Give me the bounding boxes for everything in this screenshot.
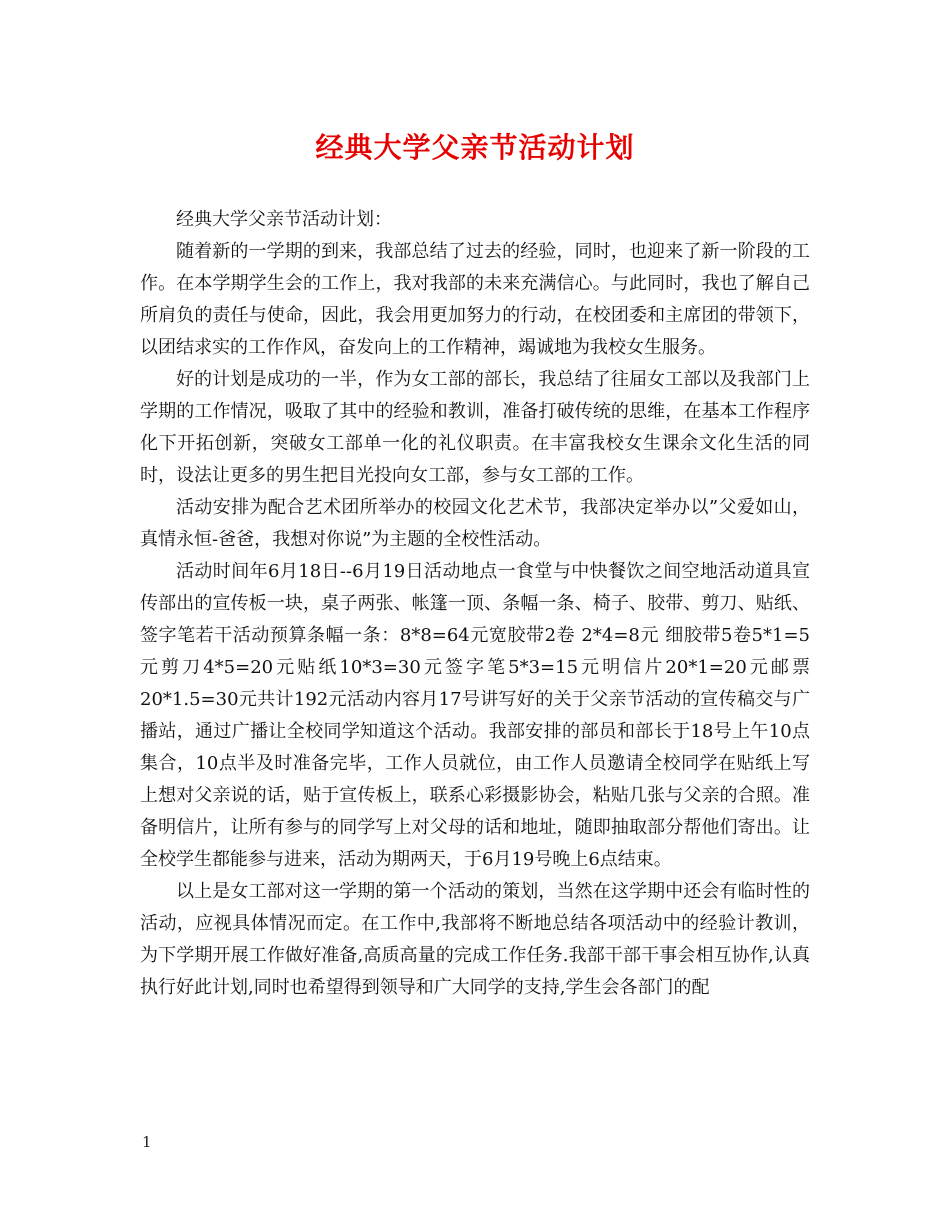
body-paragraph-activity-details: 活动时间年6月18日--6月19日活动地点一食堂与中快餐饮之间空地活动道具宣传部出的宣传板一块，桌子两张、帐篷一顶、条幅一条、椅子、胶带、剪刀、贴纸、签字笔若干活动预算条幅一条：8*8=64元宽胶带2卷 2*4=8元 细胶带5卷5*1=5元剪刀4*5=20元贴纸10*3=30元签字笔5*3=15元明信片20*1=20元邮票20*1.5=30元共计192元活动内容月17号讲写好的关于父亲节活动的宣传稿交与广播站，通过广播让全校同学知道这个活动。我部安排的部员和部长于18号上午10点集合，10点半及时准备完毕，工作人员就位，由工作人员邀请全校同学在贴纸上写上想对父亲说的话，贴于宣传板上，联系心彩摄影协会，粘贴几张与父亲的合照。准备明信片，让所有参与的同学写上对父母的话和地址，随即抽取部分帮他们寄出。让全校学生都能参与进来，活动为期两天，于6月19号晚上6点结束。 [140,561,810,870]
body-paragraph-activity-theme: 活动安排为配合艺术团所举办的校园文化艺术节，我部决定举办以”父爱如山，真情永恒-爸爸，我想对你说”为主题的全校性活动。 [140,497,810,550]
body-paragraph-intro: 经典大学父亲节活动计划： [176,209,392,230]
page-number: 1 [142,1133,152,1151]
document-title: 经典大学父亲节活动计划 [315,131,635,164]
document-body [140,204,810,1004]
body-paragraph-conclusion: 以上是女工部对这一学期的第一个活动的策划，当然在这学期中还会有临时性的活动，应视具体情况而定。在工作中,我部将不断地总结各项活动中的经验计教训，为下学期开展工作做好准备,高质高量的完成工作任务.我部干部干事会相互协作,认真执行好此计划,同时也希望得到领导和广大同学的支持,学生会各部门的配 [140,881,810,998]
body-paragraph-new-semester: 随着新的一学期的到来，我部总结了过去的经验，同时，也迎来了新一阶段的工作。在本学期学生会的工作上，我对我部的未来充满信心。与此同时，我也了解自己所肩负的责任与使命，因此，我会用更加努力的行动，在校团委和主席团的带领下，以团结求实的工作作风，奋发向上的工作精神，竭诚地为我校女生服务。 [140,241,810,358]
body-paragraph-planning: 好的计划是成功的一半，作为女工部的部长，我总结了往届女工部以及我部门上学期的工作情况，吸取了其中的经验和教训，准备打破传统的思维，在基本工作程序化下开拓创新，突破女工部单一化的礼仪职责。在丰富我校女生课余文化生活的同时，设法让更多的男生把目光投向女工部，参与女工部的工作。 [140,369,810,486]
